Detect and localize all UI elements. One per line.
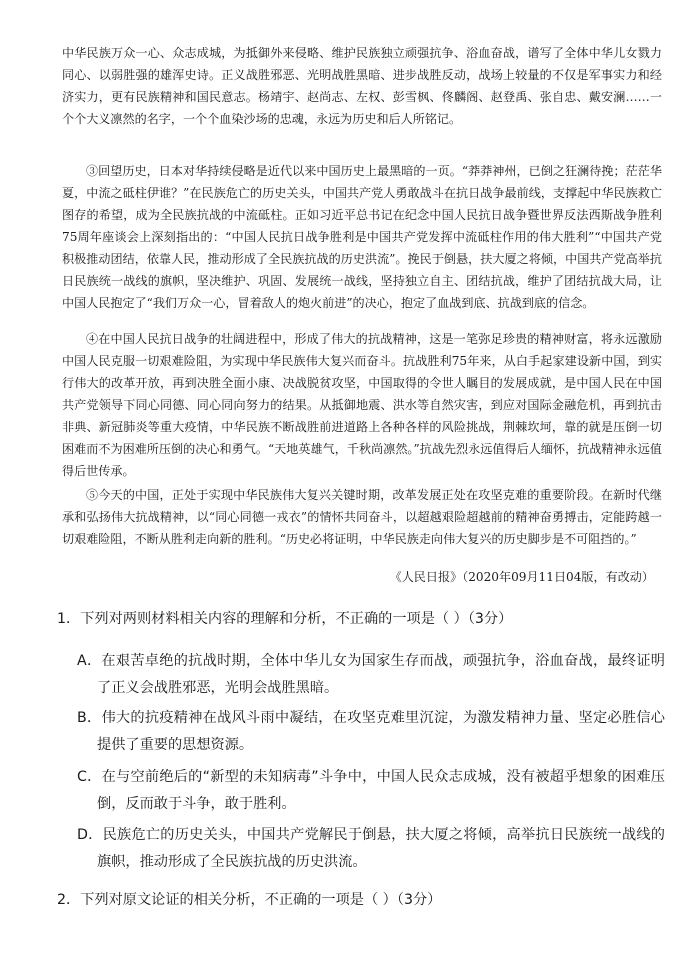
question-1-option-a (77, 648, 665, 702)
paragraph-text: ⑤今天的中国，正处于实现中华民族伟大复兴关键时期，改革发展正处在攻坚克难的重要阶段。在新时代继承和弘扬伟大抗战精神，以“同心同德一戎衣”的情怀共同奋斗，以超越艰险超越前的精神奋勇搏击，定能跨越一切艰难险阻，不断从胜利走向新的胜利。“历史必将证明，中华民族走向伟大复兴的历史脚步是不可阻挡的。” (62, 488, 662, 546)
passage-paragraph-4 (62, 328, 662, 482)
question-2-stem: 2．下列对原文论证的相关分析，不正确的一项是（ ）（3分） (57, 892, 442, 908)
option-text: C．在与空前绝后的“新型的未知病毒”斗争中，中国人民众志成城，没有被超乎想象的困难压倒，反而敢于斗争，敢于胜利。 (77, 769, 665, 812)
option-text: D．民族危亡的历史关头，中国共产党解民于倒悬，扶大厦之将倾，高举抗日民族统一战线的旗帜，推动形成了全民族抗战的历史洪流。 (77, 827, 665, 870)
paragraph-text: ③回望历史，日本对华持续侵略是近代以来中国历史上最黑暗的一页。“莽莽神州，已倒之狂澜待挽；茫茫华夏，中流之砥柱伊谁？”在民族危亡的历史关头，中国共产党人勇敢战斗在抗日战争最前线，支撑起中华民族救亡图存的希望，成为全民族抗战的中流砥柱。正如习近平总书记在纪念中国人民抗日战争暨世界反法西斯战争胜利75周年座谈会上深刻指出的：“中国人民抗日战争胜利是中国共产党发挥中流砥柱作用的伟大胜利”“中国共产党积极推动团结，依靠人民，推动形成了全民族抗战的历史洪流”。挽民于倒悬，扶大厦之将倾，中国共产党高举抗日民族统一战线的旗帜，坚决维护、巩固、发展统一战线，坚持独立自主、团结抗战，维护了团结抗战大局，让中国人民抱定了“我们万众一心，冒着敌人的炮火前进”的决心，抱定了血战到底、抗战到底的信念。 (62, 164, 662, 310)
option-text: B．伟大的抗疫精神在战风斗雨中凝结，在攻坚克难里沉淀，为激发精神力量、坚定必胜信心提供了重要的思想资源。 (77, 710, 665, 753)
question-1-stem: 1．下列对两则材料相关内容的理解和分析，不正确的一项是（ ）（3分） (57, 611, 513, 627)
question-1-option-b (77, 705, 665, 759)
passage-paragraph-3 (62, 160, 662, 314)
source-citation: 《人民日报》（2020年09月11日04版，有改动） (389, 570, 654, 584)
paragraph-text: ④在中国人民抗日战争的壮阔进程中，形成了伟大的抗战精神，这是一笔弥足珍贵的精神财富，将永远激励中国人民克服一切艰难险阻，为实现中华民族伟大复兴而奋斗。抗战胜利75年来，从白手起家建设新中国，到实行伟大的改革开放，再到决胜全面小康、决战脱贫攻坚，中国取得的令世人瞩目的发展成就，是中国人民在中国共产党领导下同心同德、同心同向努力的结果。从抵御地震、洪水等自然灾害，到应对国际金融危机，再到抗击非典、新冠肺炎等重大疫情，中华民族不断战胜前进道路上各种各样的风险挑战，荆棘坎坷，靠的就是压倒一切困难而不为困难所压倒的决心和勇气。“天地英雄气，千秋尚凛然。”抗战先烈永远值得后人缅怀，抗战精神永远值得后世传承。 (62, 332, 662, 478)
passage-paragraph-2-end (62, 42, 662, 130)
passage-paragraph-5 (62, 484, 662, 550)
paragraph-text: 中华民族万众一心、众志成城，为抵御外来侵略、维护民族独立顽强抗争、浴血奋战，谱写了全体中华儿女戮力同心、以弱胜强的雄浑史诗。正义战胜邪恶、光明战胜黑暗、进步战胜反动，战场上较量的不仅是军事实力和经济实力，更有民族精神和国民意志。杨靖宇、赵尚志、左权、彭雪枫、佟麟阁、赵登禹、张自忠、戴安澜……一个个大义凛然的名字，一个个血染沙场的忠魂，永远为历史和后人所铭记。 (62, 46, 662, 126)
option-text: A．在艰苦卓绝的抗战时期，全体中华儿女为国家生存而战，顽强抗争，浴血奋战，最终证明了正义会战胜邪恶，光明会战胜黑暗。 (77, 653, 665, 696)
question-1-option-c (77, 764, 665, 818)
question-1-option-d (77, 822, 665, 876)
